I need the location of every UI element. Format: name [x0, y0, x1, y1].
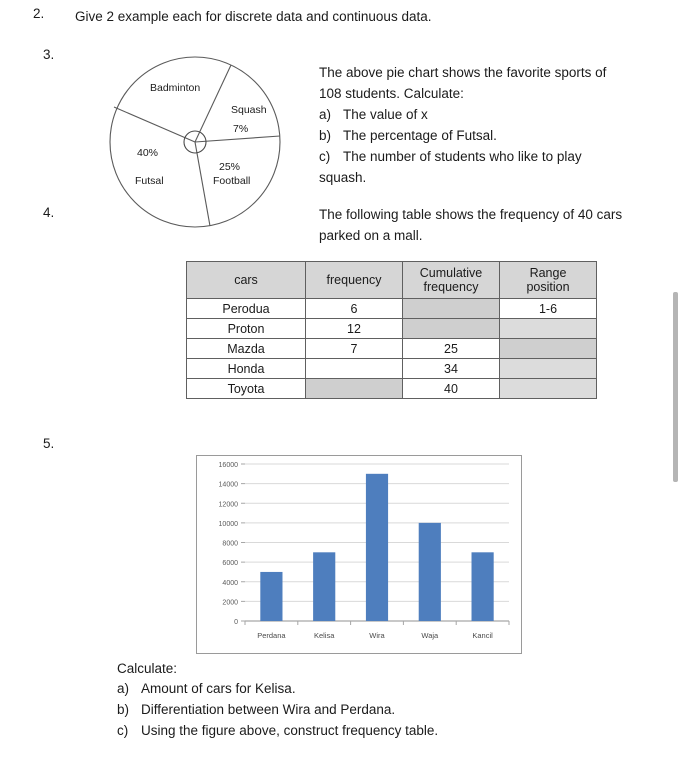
q5-item-b-text: Differentiation between Wira and Perdana.: [141, 702, 396, 717]
cell-cumulative-toyota: 40: [403, 379, 500, 399]
table-header-range-line-2: position: [526, 280, 570, 294]
cell-range-proton: [500, 319, 597, 339]
q5-item-a-marker: a): [117, 681, 130, 696]
tick-label-y: 14000: [218, 481, 238, 489]
q3-item-b-marker: b): [319, 128, 332, 143]
cell-frequency-honda: [306, 359, 403, 379]
cell-cars-toyota: Toyota: [187, 379, 306, 399]
tick-label-x-kancil: Kancil: [472, 631, 493, 640]
bar-chart-svg: [197, 456, 521, 653]
table-row: [187, 319, 597, 339]
tick-label-x-waja: Waja: [421, 631, 439, 640]
pie-label-futsal: Futsal: [135, 175, 164, 187]
cell-cars-honda: Honda: [187, 359, 306, 379]
q4-intro-line-2: parked on a mall.: [319, 228, 423, 243]
q3-item-a-marker: a): [319, 107, 332, 122]
table-row: [187, 299, 597, 319]
q3-item-b-text: The percentage of Futsal.: [343, 128, 497, 143]
tick-label-y: 8000: [222, 540, 238, 548]
question-4-number: 4.: [43, 205, 55, 220]
bar-kancil: [472, 552, 494, 621]
cell-range-perodua: 1-6: [500, 299, 597, 319]
pie-chart: [103, 56, 289, 242]
cell-cars-proton: Proton: [187, 319, 306, 339]
q3-item-b: [319, 125, 669, 146]
pie-label-futsal-percent: 40%: [137, 147, 159, 159]
bar-perdana: [260, 572, 282, 621]
cell-frequency-toyota: [306, 379, 403, 399]
pie-label-football: Football: [213, 175, 251, 187]
question-5-number: 5.: [43, 436, 55, 451]
tick-label-y: 16000: [218, 462, 238, 469]
q5-item-a-text: Amount of cars for Kelisa.: [141, 681, 296, 696]
table-row: [187, 379, 597, 399]
pie-label-football-percent: 25%: [219, 161, 241, 173]
cell-cumulative-perodua: [403, 299, 500, 319]
question-5-items: [117, 678, 597, 741]
q3-intro-line-2: 108 students. Calculate:: [319, 86, 464, 101]
cell-cumulative-honda: 34: [403, 359, 500, 379]
table-header-cars: cars: [187, 262, 306, 299]
q3-item-c-marker: c): [319, 149, 331, 164]
cell-range-honda: [500, 359, 597, 379]
question-3-text: [319, 62, 669, 188]
cell-range-toyota: [500, 379, 597, 399]
pie-label-squash-percent: 7%: [233, 123, 249, 135]
cell-cars-mazda: Mazda: [187, 339, 306, 359]
question-2-text: Give 2 example each for discrete data and continuous data.: [75, 9, 432, 24]
question-3-number: 3.: [43, 47, 55, 62]
cell-frequency-mazda: 7: [306, 339, 403, 359]
scrollbar-thumb[interactable]: [673, 292, 678, 482]
cell-cars-perodua: Perodua: [187, 299, 306, 319]
cell-frequency-proton: 12: [306, 319, 403, 339]
bar-wira: [366, 474, 388, 621]
table-header-cumulative-line-1: Cumulative: [419, 266, 483, 280]
q3-intro-line-1: The above pie chart shows the favorite sports of: [319, 65, 607, 80]
q5-item-b: [117, 699, 597, 720]
pie-label-badminton: Badminton: [150, 82, 201, 94]
cell-range-mazda: [500, 339, 597, 359]
bar-kelisa: [313, 552, 335, 621]
tick-label-y: 6000: [222, 560, 238, 568]
tick-label-y: 2000: [222, 599, 238, 607]
tick-label-x-kelisa: Kelisa: [313, 631, 335, 640]
tick-label-y: 10000: [218, 520, 238, 528]
q5-item-a: [117, 678, 597, 699]
table-header-range-line-1: Range: [529, 266, 567, 280]
table-header-frequency: frequency: [306, 262, 403, 299]
table-row: [187, 339, 597, 359]
tick-label-y: 12000: [218, 501, 238, 509]
table-header-range-position: [500, 262, 597, 299]
bar-chart: [196, 455, 522, 654]
q5-item-b-marker: b): [117, 702, 130, 717]
bar-waja: [419, 523, 441, 621]
tick-label-y: 4000: [222, 579, 238, 587]
q3-item-a: [319, 104, 669, 125]
q3-item-c: [319, 146, 669, 167]
table-header-cumulative-line-2: frequency: [423, 280, 479, 294]
tick-label-x-wira: Wira: [369, 631, 385, 640]
calculate-label: Calculate:: [117, 661, 178, 676]
q4-intro-line-1: The following table shows the frequency of 40 cars: [319, 207, 623, 222]
cell-frequency-perodua: 6: [306, 299, 403, 319]
question-2-number: 2.: [33, 6, 45, 21]
cell-cumulative-proton: [403, 319, 500, 339]
q3-item-c-text: The number of students who like to play: [343, 149, 582, 164]
question-4-text: [319, 204, 671, 246]
table-header-cumulative-frequency: [403, 262, 500, 299]
pie-label-squash: Squash: [231, 104, 267, 116]
tick-label-y: 0: [234, 619, 238, 626]
q5-item-c-marker: c): [117, 723, 129, 738]
q3-item-a-text: The value of x: [343, 107, 428, 122]
table-header-row: [187, 262, 597, 299]
cell-cumulative-mazda: 25: [403, 339, 500, 359]
table-row: [187, 359, 597, 379]
q5-item-c-text: Using the figure above, construct frequency table.: [141, 723, 439, 738]
frequency-table: [186, 261, 597, 399]
q5-item-c: [117, 720, 597, 741]
q3-item-c-continuation: squash.: [319, 170, 367, 185]
tick-label-x-perdana: Perdana: [257, 631, 286, 640]
